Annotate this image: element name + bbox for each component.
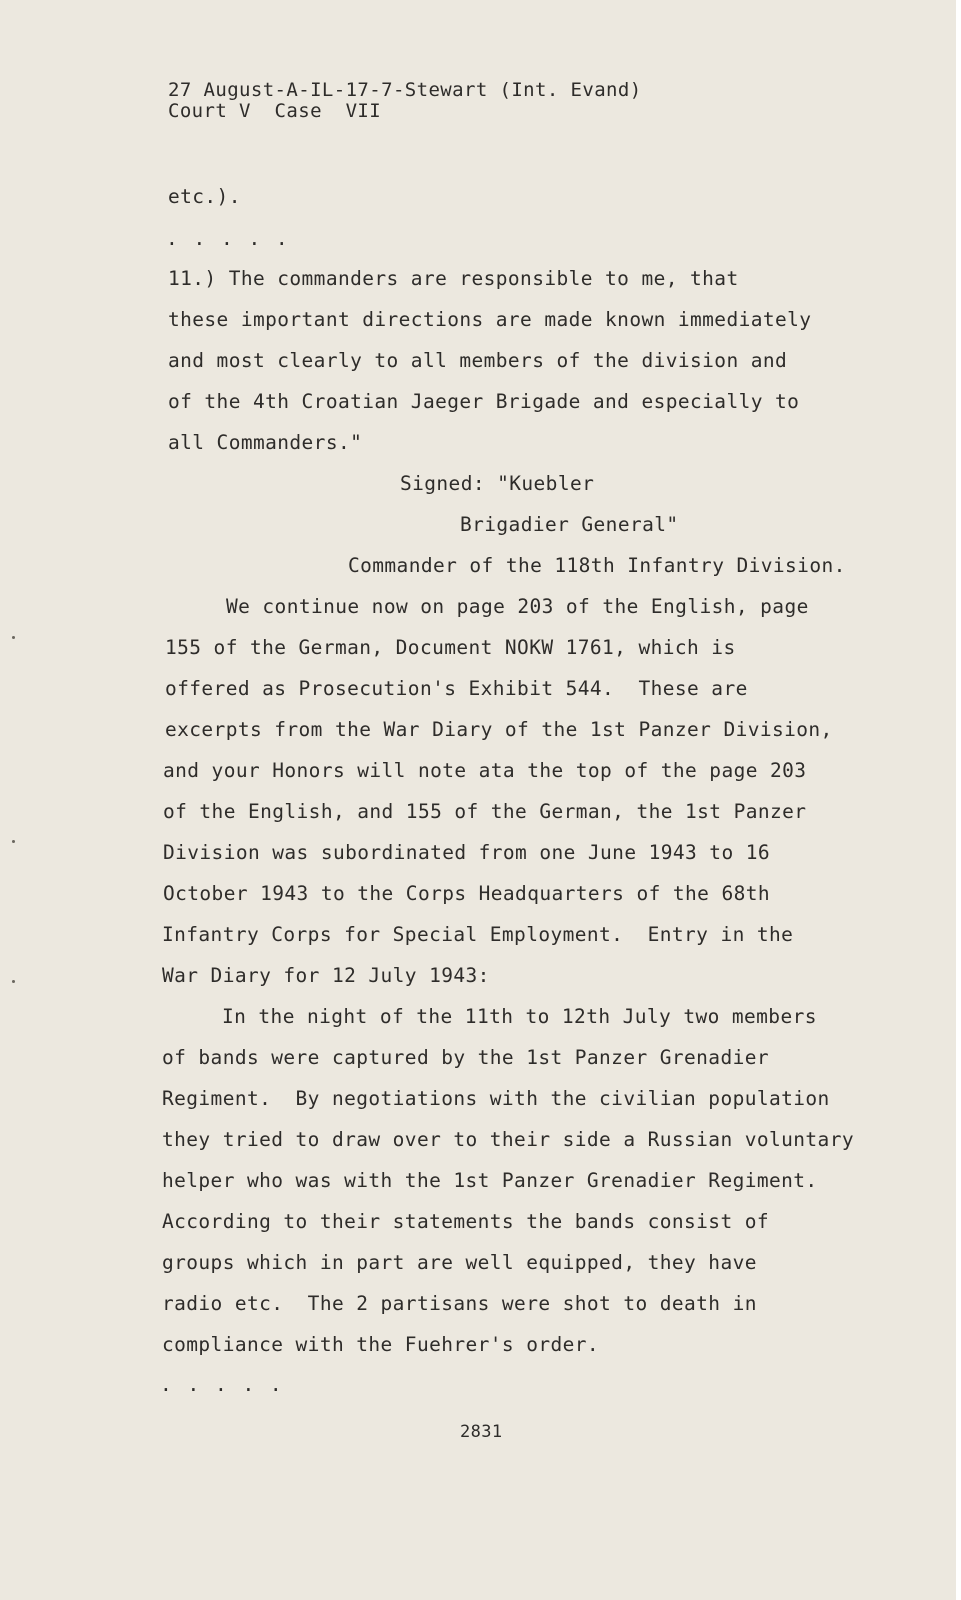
signature-position: Commander of the 118th Infantry Division. — [348, 554, 846, 577]
para-11-line-2: these important directions are made known immediately — [168, 308, 812, 331]
para-quote-line-3: Regiment. By negotiations with the civilian population — [162, 1087, 830, 1110]
para-continue-line-4: excerpts from the War Diary of the 1st Panzer Division, — [165, 718, 833, 741]
header-line-1: 27 August-A-IL-17-7-Stewart (Int. Evand) — [168, 79, 642, 101]
signature-signed: Signed: "Kuebler — [400, 472, 595, 495]
para-quote-line-9: compliance with the Fuehrer's order. — [162, 1333, 600, 1356]
para-quote-line-5: helper who was with the 1st Panzer Grenadier Regiment. — [162, 1169, 818, 1192]
para-continue-line-7: Division was subordinated from one June 1943 to 16 — [163, 841, 770, 864]
para-quote-line-2: of bands were captured by the 1st Panzer Grenadier — [162, 1046, 769, 1069]
margin-mark — [12, 980, 15, 983]
signature-rank: Brigadier General" — [460, 513, 679, 536]
etc-line: etc.). — [168, 185, 241, 208]
para-quote-line-7: groups which in part are well equipped, they have — [162, 1251, 757, 1274]
page-number: 2831 — [460, 1422, 503, 1442]
para-quote-line-1: In the night of the 11th to 12th July two members — [222, 1005, 817, 1028]
scan-margin — [956, 0, 961, 1600]
para-11-line-3: and most clearly to all members of the division and — [168, 349, 788, 372]
para-continue-line-9: Infantry Corps for Special Employment. Entry in the — [162, 923, 794, 946]
para-continue-line-8: October 1943 to the Corps Headquarters of the 68th — [163, 882, 770, 905]
margin-mark — [12, 840, 15, 843]
ellipsis-bottom: . . . . . — [160, 1373, 284, 1396]
para-11-line-5: all Commanders." — [168, 431, 363, 454]
para-11-line-1: 11.) The commanders are responsible to me, that — [168, 267, 739, 290]
para-quote-line-6: According to their statements the bands consist of — [162, 1210, 769, 1233]
para-quote-line-4: they tried to draw over to their side a Russian voluntary — [162, 1128, 854, 1151]
para-continue-line-1: We continue now on page 203 of the English, page — [226, 595, 809, 618]
para-continue-line-3: offered as Prosecution's Exhibit 544. These are — [165, 677, 748, 700]
para-quote-line-8: radio etc. The 2 partisans were shot to death in — [162, 1292, 757, 1315]
para-continue-line-6: of the English, and 155 of the German, the 1st Panzer — [163, 800, 807, 823]
para-continue-line-2: 155 of the German, Document NOKW 1761, which is — [165, 636, 736, 659]
ellipsis-top: . . . . . — [166, 227, 290, 250]
para-11-line-4: of the 4th Croatian Jaeger Brigade and especially to — [168, 390, 800, 413]
margin-mark — [12, 636, 15, 639]
para-continue-line-10: War Diary for 12 July 1943: — [162, 964, 490, 987]
para-continue-line-5: and your Honors will note ata the top of the page 203 — [163, 759, 807, 782]
header-line-2: Court V Case VII — [168, 100, 382, 122]
